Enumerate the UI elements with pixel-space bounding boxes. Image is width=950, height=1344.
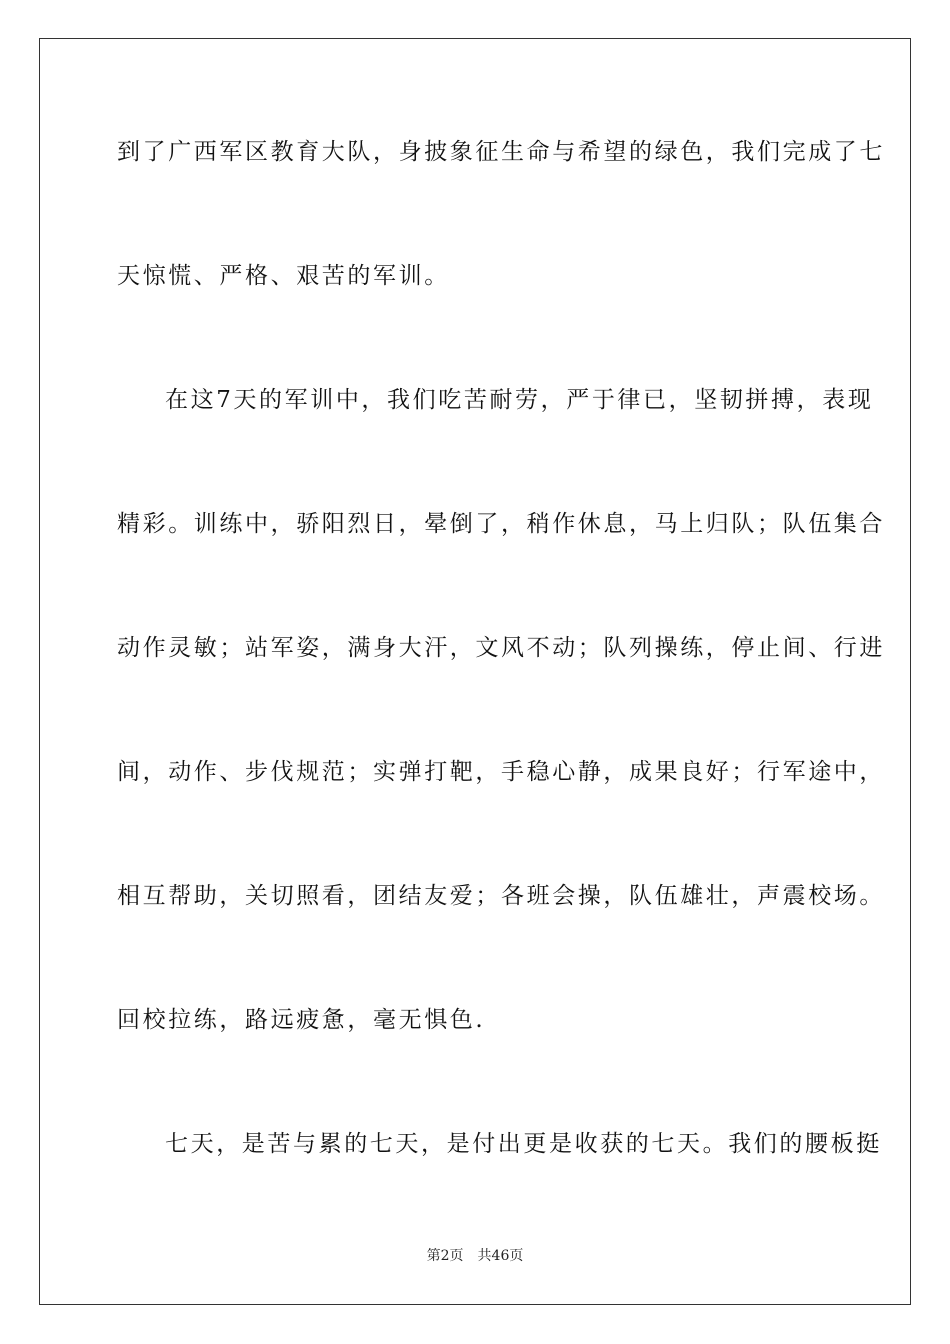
text-line: 精彩。训练中，骄阳烈日，晕倒了，稍作休息，马上归队；队伍集合 [117, 511, 885, 537]
page-footer [0, 1246, 950, 1266]
text-line: 天惊慌、严格、艰苦的军训。 [117, 263, 450, 289]
paragraph-first-line: 七天，是苦与累的七天，是付出更是收获的七天。我们的腰板挺 [165, 1131, 882, 1157]
paragraph-first-line: 在这7天的军训中，我们吃苦耐劳，严于律已，坚韧拼搏，表现 [165, 387, 874, 413]
text-line: 到了广西军区教育大队，身披象征生命与希望的绿色，我们完成了七 [117, 139, 885, 165]
page-number: 第2页 [426, 1248, 464, 1264]
page-total: 共46页 [477, 1248, 524, 1264]
page-border [39, 38, 911, 1305]
text-line: 动作灵敏；站军姿，满身大汗，文风不动；队列操练，停止间、行进 [117, 635, 885, 661]
text-line: 回校拉练，路远疲惫，毫无惧色. [117, 1007, 486, 1033]
text-line: 相互帮助，关切照看，团结友爱；各班会操，队伍雄壮，声震校场。 [117, 883, 885, 909]
text-line: 间，动作、步伐规范；实弹打靶，手稳心静，成果良好；行军途中， [117, 759, 885, 785]
